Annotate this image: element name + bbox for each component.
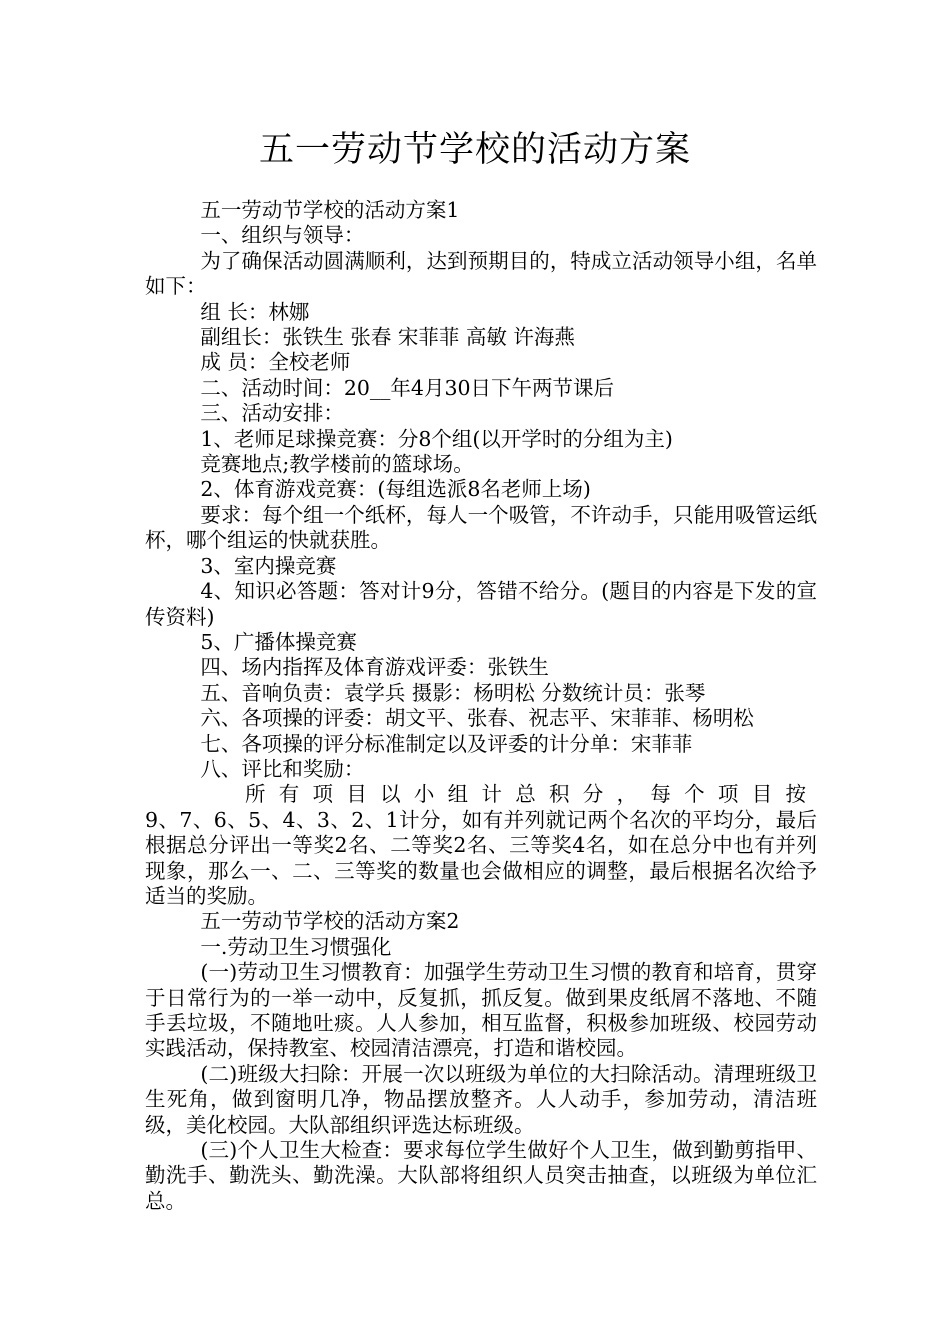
paragraph: 组 长：林娜 [200, 299, 310, 324]
paragraph: 五、音响负责：袁学兵 摄影：杨明松 分数统计员：张琴 [200, 680, 706, 705]
paragraph: 9、7、6、5、4、3、2、1计分，如有并列就记两个名次的平均分，最后根据总分评出一等奖2名、二等奖2名、三等奖4名，如在总分中也有并列现象，那么一、二、三等奖的数量也会做相应的调整，最后根据名次给予适当的奖励。 [145, 807, 817, 908]
paragraph: 1、老师足球操竞赛：分8个组(以开学时的分组为主) [200, 426, 673, 451]
paragraph: 一、组织与领导： [200, 223, 365, 248]
paragraph: 二、活动时间：20__年4月30日下午两节课后 [200, 375, 615, 400]
paragraph: 七、各项操的评分标准制定以及评委的计分单：宋菲菲 [200, 731, 693, 756]
paragraph: 3、室内操竞赛 [200, 553, 337, 578]
document-body [145, 198, 817, 1214]
paragraph: 四、场内指挥及体育游戏评委：张铁生 [200, 655, 549, 680]
paragraph: 为了确保活动圆满顺利，达到预期目的，特成立活动领导小组，名单如下： [145, 248, 817, 299]
paragraph: (一)劳动卫生习惯教育：加强学生劳动卫生习惯的教育和培育，贯穿于日常行为的一举一动中，反复抓，抓反复。做到果皮纸屑不落地、不随手丢垃圾，不随地吐痰。人人参加，相互监督，积极参加班级、校园劳动实践活动，保持教室、校园清洁漂亮，打造和谐校园。 [145, 960, 817, 1061]
paragraph: 2、体育游戏竞赛：(每组选派8名老师上场) [200, 477, 591, 502]
paragraph: 所有项目以小组计总积分，每个项目按 [245, 782, 817, 807]
paragraph: 六、各项操的评委：胡文平、张春、祝志平、宋菲菲、杨明松 [200, 706, 754, 731]
paragraph: 成 员：全校老师 [200, 350, 351, 375]
paragraph: 一.劳动卫生习惯强化 [200, 934, 392, 959]
paragraph: 副组长：张铁生 张春 宋菲菲 高敏 许海燕 [200, 325, 575, 350]
paragraph: (三)个人卫生大检查：要求每位学生做好个人卫生，做到勤剪指甲、勤洗手、勤洗头、勤洗澡。大队部将组织人员突击抽查，以班级为单位汇总。 [145, 1138, 817, 1213]
section-heading: 五一劳动节学校的活动方案1 [200, 198, 460, 222]
document-title: 五一劳动节学校的活动方案 [258, 130, 691, 170]
paragraph: 竞赛地点;教学楼前的篮球场。 [200, 452, 474, 477]
paragraph: 4、知识必答题：答对计9分，答错不给分。(题目的内容是下发的宣传资料) [145, 579, 817, 629]
paragraph: (二)班级大扫除：开展一次以班级为单位的大扫除活动。清理班级卫生死角，做到窗明几净，物品摆放整齐。人人动手，参加劳动，清洁班级，美化校园。大队部组织评选达标班级。 [145, 1061, 817, 1137]
paragraph: 三、活动安排： [200, 401, 344, 426]
paragraph: 要求：每个组一个纸杯，每人一个吸管，不许动手，只能用吸管运纸杯，哪个组运的快就获胜。 [145, 502, 817, 553]
paragraph: 5、广播体操竞赛 [200, 629, 357, 654]
section-heading: 五一劳动节学校的活动方案2 [200, 909, 460, 934]
paragraph: 八、评比和奖励： [200, 756, 365, 781]
